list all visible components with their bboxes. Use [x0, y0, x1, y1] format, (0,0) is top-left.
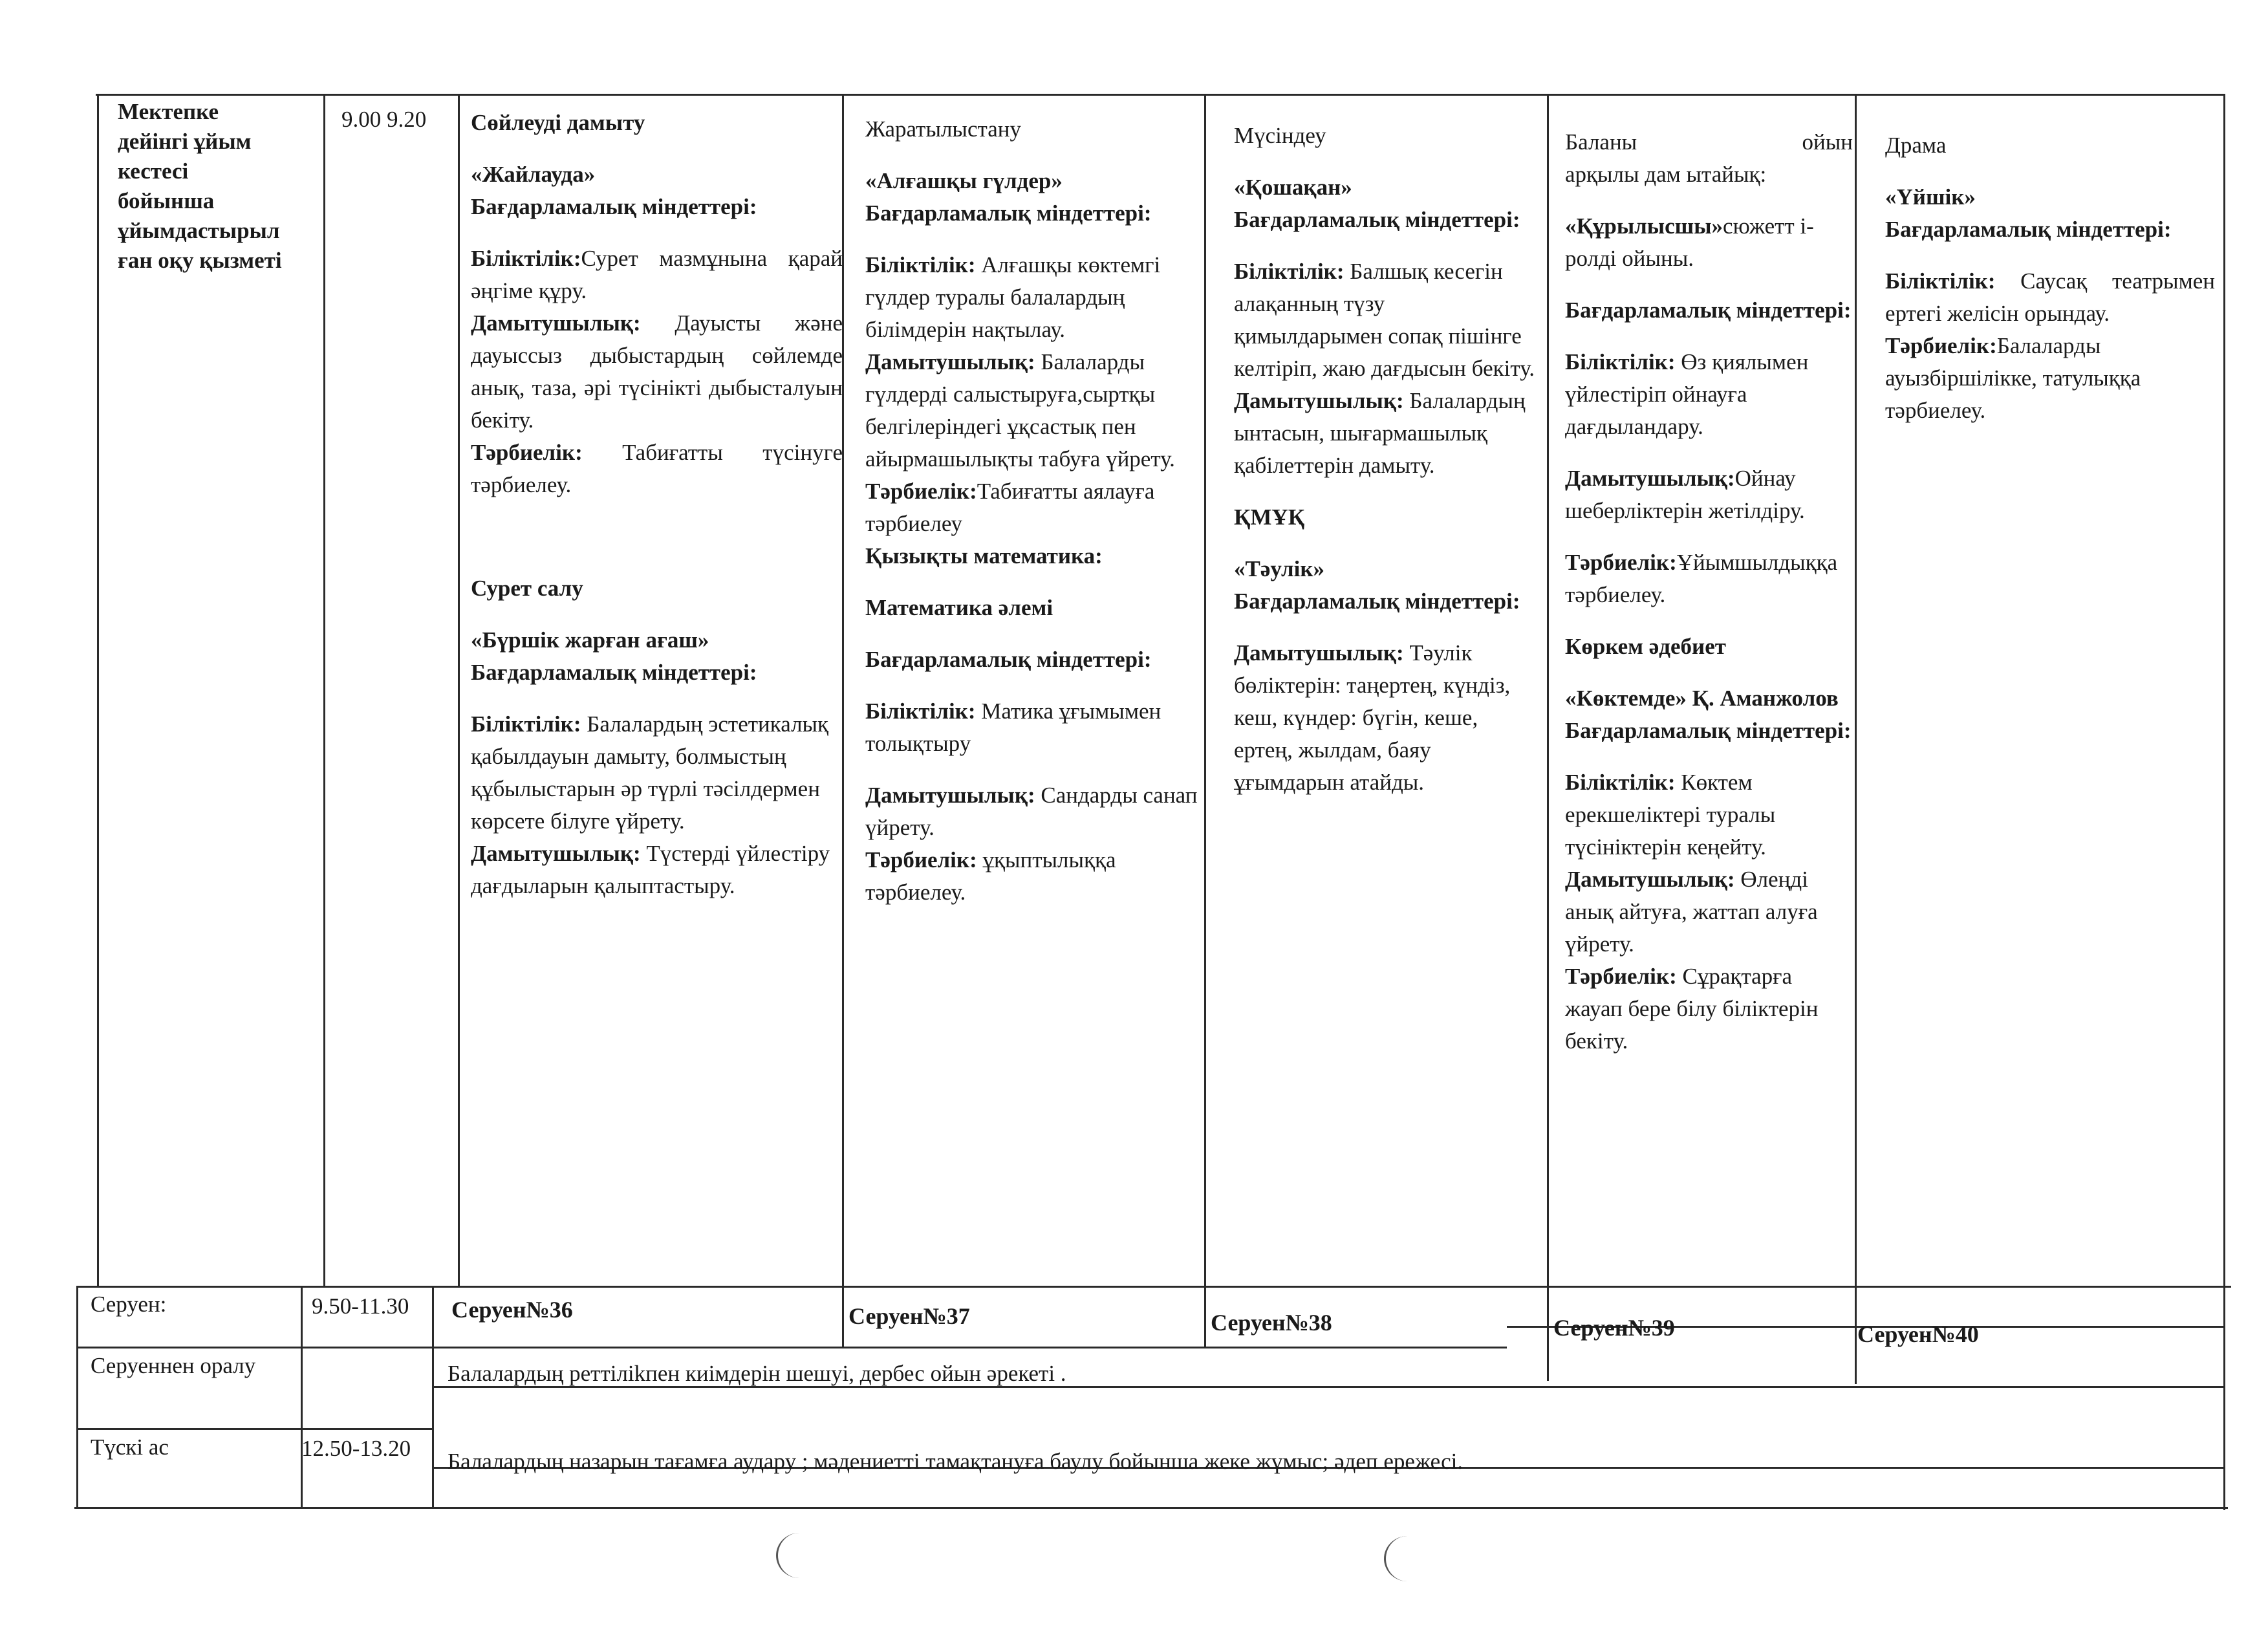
line-v-right [2223, 94, 2225, 1510]
line-bottom [74, 1507, 2228, 1509]
line-v-2b [432, 1286, 434, 1508]
return-label: Серуеннен оралу [91, 1353, 256, 1378]
column-4: Баланы ойын арқылы дам ытайық: «Құрылысшы»сюжетт і-ролді ойыны. Бағдарламалық міндеттері: Біліктілік: Өз қиялымен үйлестіріп ойнауға дағдыландару. Дамытушылық:Ойнау шеберліктерін жетілдіру. Тәрбиелік:Ұйымшылдыққа тәрбиелеу. Көркем әдебиет «Көктемде» Қ. Аманжолов Бағдарламалық міндеттері: Біліктілік: Көктем ерекшеліктері туралы түсініктерін кеңейту. Дамытушылық: Өлеңді анық айтуға, жаттап алуға үйрету. Тәрбиелік: Сұрақтарға жауап бере білу біліктерін бекіту. [1565, 129, 1853, 1054]
walk-item: Серуен№40 [1857, 1321, 1979, 1347]
line-v-1b [301, 1286, 303, 1508]
lunch-time: 12.50-13.20 [301, 1436, 411, 1461]
walk-item: Серуен№38 [1211, 1310, 1332, 1336]
column-2: Жаратылыстану «Алғашқы гүлдер» Бағдарламалық міндеттері: Біліктілік: Алғашқы көктемгі гүлдер туралы балалардың білімдерін нақтылау. Дамытушылық: Балаларды гүлдерді салыстыруға,сыртқы белгілеріндегі ұқсастық пен айырмашылықты табуға үйрету. Тәрбиелік:Табиғатты аялауға тәрбиелеу Қызықты математика: Математика әлемі Бағдарламалық міндеттері: Біліктілік: Матика ұғымымен толықтыру Дамытушылық: Сандарды санап үйрету. Тәрбиелік: ұқыптылыққа тәрбиелеу. [865, 116, 1198, 905]
line-top [96, 94, 2223, 96]
walk-item: Серуен№37 [848, 1303, 970, 1329]
column-3: Мүсіндеу «Қошақан» Бағдарламалық міндеттері: Біліктілік: Балшық кесегін алақанның түзу қимылдарымен сопақ пішінге келтіріп, жаю дағдысын бекіту. Дамытушылық: Балалардың ынтасын, шығармашылық қабілеттерін дамыту. ҚМҰҚ «Тәулік» Бағдарламалық міндеттері: Дамытушылық: Тәулік бөліктерін: таңертең, күндіз, кеш, күндер: бүгін, кеше, ертең, жылдам, баяу ұғымдарын атайды. [1234, 123, 1535, 795]
left-header: Мектепке дейінгі ұйым кестесі бойынша ұйымдастырыл ған оқу қызметі [118, 99, 282, 273]
line-main-bottom [78, 1286, 2231, 1288]
column-1: Сөйлеуді дамыту «Жайлауда» Бағдарламалық міндеттері: Біліктілік:Сурет мазмұнына қарай әңгіме құру. Дамытушылық: Дауысты және дауыссыз дыбыстардың сөйлемде анық, таза, әрі түсінікті дыбысталуын бекіту. Тәрбиелік: Табиғатты түсінуге тәрбиелеу. Сурет салу «Бүршік жарған ағаш» Бағдарламалық міндеттері: Біліктілік: Балалардың эстетикалық қабылдауын дамыту, болмыстың құбылыстарын әр түрлі тәсілдермен көрсете білуге үйрету. Дамытушылық: Түстерді үйлестіру дағдыларын қалыптастыру. [471, 110, 843, 898]
punch-hole-mark [776, 1533, 823, 1578]
line-v-2 [458, 94, 460, 1287]
line-v-left-bottom [76, 1286, 78, 1508]
walk-time: 9.50-11.30 [312, 1294, 409, 1319]
time-1: 9.00 9.20 [341, 107, 427, 132]
line-walk-bottom-a [78, 1347, 1507, 1348]
line-v-5 [1547, 94, 1549, 1381]
line-v-1 [323, 94, 325, 1287]
lunch-label: Түскі ас [91, 1435, 169, 1460]
walk-label: Серуен: [91, 1292, 167, 1317]
line-v-left-top [97, 94, 99, 1287]
line-return-bottom [78, 1428, 432, 1430]
line-v-4 [1204, 94, 1206, 1348]
return-text: Балалардың реттіліkпен киімдерін шешуі, дербес ойын әрекеті . [448, 1361, 1066, 1386]
walk-item: Серуен№36 [451, 1297, 573, 1323]
punch-hole-mark [1384, 1536, 1431, 1581]
walk-item: Серуен№39 [1553, 1315, 1675, 1341]
lunch-text: Балалардың назарын тағамға аудару ; мәдениетті тамақтануға баулу бойынша жеке жұмыс; әдеп ережесі. [448, 1449, 1463, 1474]
column-5: Драма «Үйшік» Бағдарламалық міндеттері: Біліктілік: Саусақ театрымен ертегі желісін орындау. Тәрбиелік:Балаларды ауызбіршілікке, татулыққа тәрбиелеу. [1885, 133, 2215, 423]
line-v-6 [1855, 94, 1857, 1384]
